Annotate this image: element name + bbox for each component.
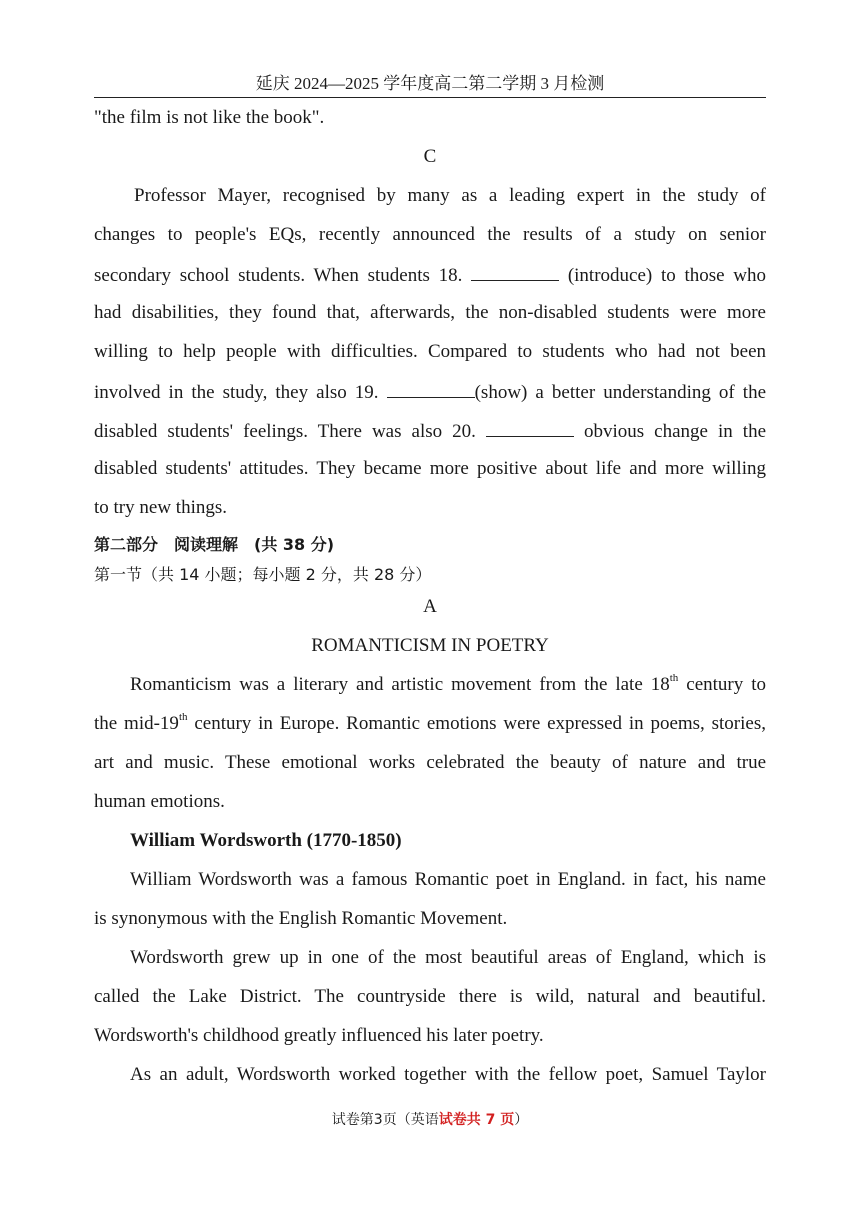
section-c-line-2: changes to people's EQs, recently announced the results of a study on senior (94, 224, 766, 245)
section-c-line-4: had disabilities, they found that, afterwards, the non-disabled students were more (94, 302, 766, 323)
section-c-label: C (423, 146, 437, 167)
passage-a-p2-line-2: is synonymous with the English Romantic Movement. (94, 908, 508, 929)
section-c-line-7-end: obvious change in the (583, 421, 766, 442)
footer-page-number: 试卷第3页（英语 (331, 1112, 439, 1128)
header-rule (94, 97, 766, 98)
passage-a-p1-line-4: human emotions. (94, 791, 225, 812)
passage-a-p3-line-2: called the Lake District. The countryside there is wild, natural and beautiful. (94, 986, 766, 1007)
passage-a-p3-line-1: Wordsworth grew up in one of the most beautiful areas of England, which is (130, 947, 766, 968)
p1-line-1-text: Romanticism was a literary and artistic movement from the late 18 (130, 674, 670, 695)
page-footer (0, 1110, 860, 1130)
section-c-line-9: to try new things. (94, 497, 227, 518)
page-header: 延庆 2024—2025 学年度高二第二学期 3 月检测 (255, 74, 605, 93)
passage-a-p2-line-1: William Wordsworth was a famous Romantic poet in England. in fact, his name (130, 869, 766, 890)
section-c-line-3 (94, 262, 766, 286)
section-c-line-6 (94, 379, 766, 403)
part-two-heading: 第二部分 阅读理解 (共 38 分) (94, 535, 335, 554)
section-c-line-7 (94, 418, 766, 442)
superscript-th: th (178, 712, 188, 723)
section-c-line-3-end: (introduce) to those who (567, 265, 766, 286)
passage-a-p1-line-3: art and music. These emotional works celebrated the beauty of nature and true (94, 752, 766, 773)
blank-20[interactable] (486, 418, 574, 437)
blank-19[interactable] (387, 379, 475, 398)
passage-a-p1-line-1 (130, 673, 766, 697)
footer-total-pages: 试卷共 7 页 (438, 1112, 515, 1128)
blank-18[interactable] (471, 262, 559, 281)
section-c-line-8: disabled students' attitudes. They became more positive about life and more willing (94, 458, 766, 479)
passage-a-p1-line-2 (94, 712, 766, 736)
passage-b-last-line: "the film is not like the book". (94, 107, 325, 128)
section-c-line-3-start: secondary school students. When students 18. (94, 265, 463, 286)
passage-a-title: ROMANTICISM IN POETRY (311, 635, 549, 656)
p1-line-2-tail: century in Europe. Romantic emotions were expressed in poems, stories, (187, 713, 766, 734)
passage-a-p3-line-3: Wordsworth's childhood greatly influenced his later poetry. (94, 1025, 544, 1046)
passage-a-p4-line-1: As an adult, Wordsworth worked together with the fellow poet, Samuel Taylor (130, 1064, 766, 1085)
p1-line-2-text: the mid-19 (94, 713, 179, 734)
section-c-line-1: Professor Mayer, recognised by many as a leading expert in the study of (134, 185, 766, 206)
superscript-th: th (669, 673, 679, 684)
wordsworth-subheading: William Wordsworth (1770-1850) (130, 830, 402, 851)
section-c-line-7-start: disabled students' feelings. There was also 20. (94, 421, 476, 442)
section-c-line-5: willing to help people with difficulties. Compared to students who had not been (94, 341, 766, 362)
footer-close-paren: ） (514, 1112, 529, 1128)
section-c-line-6-start: involved in the study, they also 19. (94, 382, 379, 403)
passage-a-label: A (423, 596, 437, 617)
section-c-line-6-end: (show) a better understanding of the (474, 382, 766, 403)
section-one-heading: 第一节（共 14 小题；每小题 2 分，共 28 分） (94, 565, 432, 584)
p1-line-1-tail: century to (678, 674, 766, 695)
